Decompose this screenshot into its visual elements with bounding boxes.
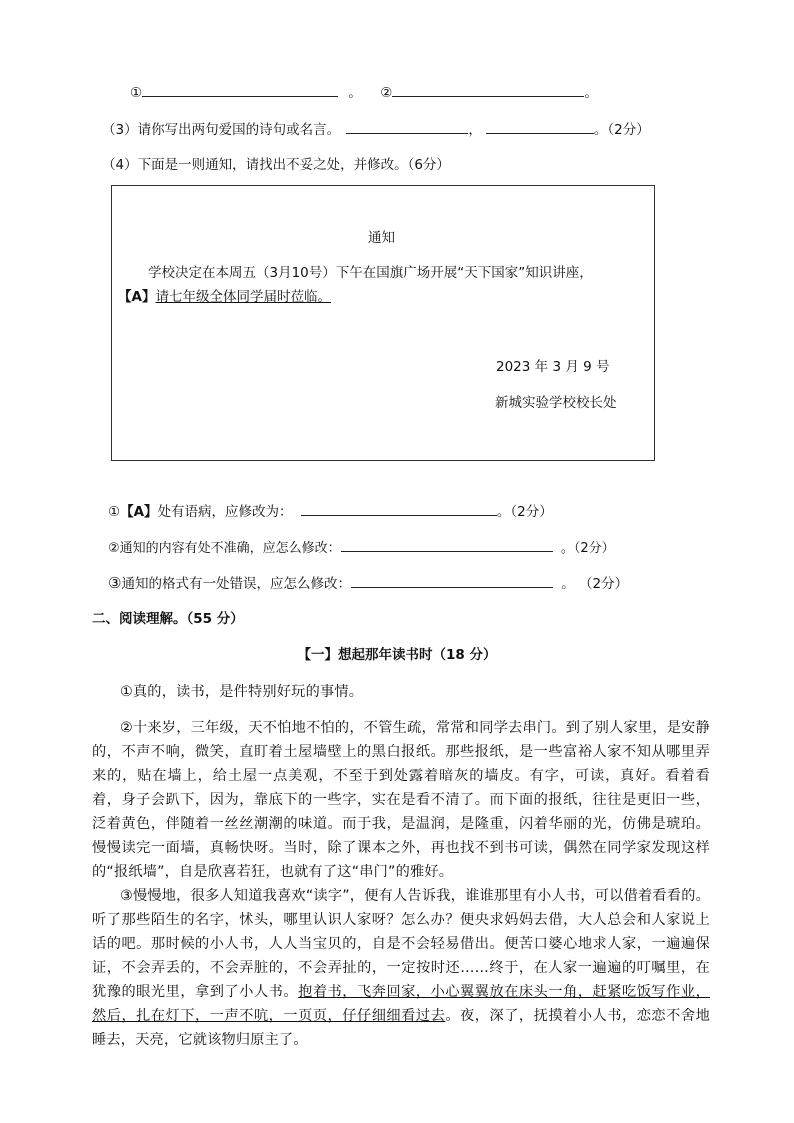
- notice-underlined-sentence: 请七年级全体同学届时莅临。: [155, 289, 331, 305]
- sub-question-1-score: 。（2分）: [496, 504, 553, 520]
- section-2-heading: 二、阅读理解。（55 分）: [92, 611, 244, 627]
- sub-question-2: [108, 537, 615, 559]
- sub-question-2-answer-blank[interactable]: [341, 537, 553, 552]
- blank-1-period: 。: [348, 85, 362, 101]
- q3-answer-blank-1[interactable]: [346, 119, 468, 134]
- q3-comma: ，: [468, 122, 482, 138]
- sub-question-1-number: ①: [108, 504, 121, 520]
- blank-1-number: ①: [130, 85, 143, 101]
- sub-question-3: [108, 573, 628, 594]
- notice-body-line-1: 学校决定在本周五（3月10号）下午在国旗广场开展“天下国家”知识讲座，: [148, 265, 593, 281]
- paragraph-3-underlined-sentence: 抱着书，飞奔回家，小心翼翼放在床头一角，赶紧吃饭写作业，然后，扎在灯下，一声不吭，一页页，仔仔细细看过去: [92, 984, 710, 1024]
- sub-question-1-answer-blank[interactable]: [301, 501, 497, 516]
- notice-label-a: 【A】: [118, 289, 156, 305]
- paragraph-3-text-a: ③慢慢地，很多人知道我喜欢“读字”，便有人告诉我，谁谁那里有小人书，可以借着看看的。听了那些陌生的名字，怵头，哪里认识人家呀？怎么办？便央求妈妈去借，大人总会和人家说上话的吧。那时候的小人书，人人当宝贝的，自是不会轻易借出。便苦口婆心地求人家，一遍遍保证，不会弄丢的，不会弄脏的，不会弄扯的，一定按时还……终于，在人家一遍遍的叮嘱里，在犹豫的眼光里，拿到了小人书。: [92, 888, 710, 1000]
- sub-question-1: [108, 501, 553, 522]
- sub-question-3-answer-blank[interactable]: [351, 573, 553, 588]
- q3-answer-blank-2[interactable]: [486, 119, 594, 134]
- sub-question-2-number: ②: [108, 541, 120, 556]
- answer-blanks-row: [130, 82, 598, 103]
- paragraph-3: [92, 884, 710, 1052]
- question-3-text: （3）请你写出两句爱国的诗句或名言。: [102, 122, 341, 138]
- sub-question-2-score: 。（2分）: [560, 541, 615, 556]
- passage-title: 【一】想起那年读书时（18 分）: [297, 647, 497, 663]
- blank-2-period: 。: [584, 85, 598, 101]
- notice-body-line-2: [118, 287, 331, 307]
- answer-blank-2[interactable]: [392, 82, 584, 97]
- answer-blank-1[interactable]: [142, 82, 338, 97]
- sub-question-3-text: 通知的格式有一处错误，应怎么修改：: [121, 576, 351, 592]
- notice-date: 2023 年 3 月 9 号: [496, 359, 610, 375]
- paragraph-2: ②十来岁，三年级，天不怕地不怕的，不管生疏，常常和同学去串门。到了别人家里，是安静的，不声不响，微笑，直盯着土屋墙壁上的黑白报纸。那些报纸，是一些富裕人家不知从哪里弄来的，贴在墙上，给土屋一点美观，不至于到处露着暗灰的墙皮。有字，可读，真好。看着看着，身子会趴下，因为，靠底下的一些字，实在是看不清了。而下面的报纸，往往是更旧一些，泛着黄色，伴随着一丝丝潮潮的味道。而于我，是温润，是隆重，闪着华丽的光，仿佛是琥珀。慢慢读完一面墙，真畅快呀。当时，除了课本之外，再也找不到书可读，偶然在同学家发现这样的“报纸墙”，自是欣喜若狂，也就有了这“串门”的雅好。: [92, 720, 710, 880]
- sub-question-1-label: 【A】: [120, 504, 158, 520]
- question-4: （4）下面是一则通知，请找出不妥之处，并修改。（6分）: [102, 157, 450, 173]
- notice-title: 通知: [368, 230, 395, 246]
- sub-question-3-score: 。 （2分）: [561, 576, 629, 592]
- sub-question-2-text: 通知的内容有处不准确，应怎么修改：: [119, 541, 341, 556]
- blank-2-number: ②: [380, 85, 393, 101]
- q3-score: 。（2分）: [593, 122, 650, 138]
- paragraph-3-text-b: 。夜，深了，抚摸着小人书，恋恋不舍地睡去，天亮，它就该物归原主了。: [92, 1008, 710, 1048]
- question-3: [102, 119, 650, 140]
- sub-question-3-number: ③: [108, 574, 122, 592]
- notice-signature: 新城实验学校校长处: [495, 395, 617, 411]
- notice-box: [111, 185, 655, 461]
- sub-question-1-text: 处有语病，应修改为：: [157, 504, 293, 520]
- paragraph-1: ①真的，读书，是件特别好玩的事情。: [120, 684, 364, 700]
